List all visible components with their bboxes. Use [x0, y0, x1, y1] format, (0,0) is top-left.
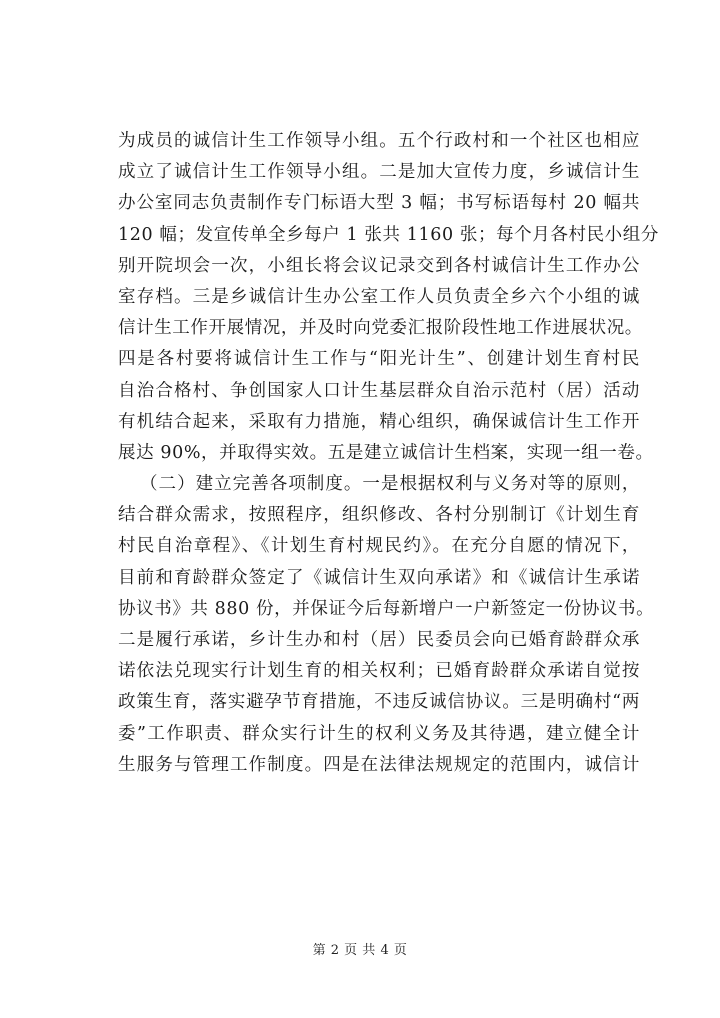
text-line: 展达 90%，并取得实效。五是建立诚信计生档案，实现一组一卷。 — [118, 442, 654, 463]
text-line: 室存档。三是乡诚信计生办公室工作人员负责全乡六个小组的诚 — [118, 286, 640, 307]
text-line: 有机结合起来，采取有力措施，精心组织，确保诚信计生工作开 — [118, 411, 640, 432]
text-line: 诺依法兑现实行计划生育的相关权利；已婚育龄群众承诺自觉按 — [118, 661, 640, 682]
text-line: 村民自治章程》、《计划生育村规民约》。在充分自愿的情况下， — [118, 536, 640, 557]
text-line: 政策生育，落实避孕节育措施，不违反诚信协议。三是明确村“两 — [118, 692, 640, 713]
text-line: 办公室同志负责制作专门标语大型 3 幅；书写标语每村 20 幅共 — [118, 193, 640, 214]
text-line: 生服务与管理工作制度。四是在法律法规规定的范围内，诚信计 — [118, 754, 640, 775]
text-line: 协议书》共 880 份，并保证今后每新增户一户新签定一份协议书。 — [118, 598, 655, 619]
text-line: 四是各村要将诚信计生工作与“阳光计生”、创建计划生育村民 — [118, 349, 640, 370]
text-line: 成立了诚信计生工作领导小组。二是加大宣传力度，乡诚信计生 — [118, 162, 640, 183]
text-line: 目前和育龄群众签定了《诚信计生双向承诺》和《诚信计生承诺 — [118, 567, 640, 588]
text-line: 信计生工作开展情况，并及时向党委汇报阶段性地工作进展状况。 — [118, 318, 643, 339]
page-number-footer: 第 2 页 共 4 页 — [312, 943, 408, 958]
text-line: 二是履行承诺，乡计生办和村（居）民委员会向已婚育龄群众承 — [118, 630, 640, 650]
text-line: 为成员的诚信计生工作领导小组。五个行政村和一个社区也相应 — [118, 131, 640, 151]
paragraph-heading-line: （二）建立完善各项制度。一是根据权利与义务对等的原则， — [140, 474, 640, 495]
text-line: 别开院坝会一次，小组长将会议记录交到各村诚信计生工作办公 — [118, 255, 640, 276]
text-line: 结合群众需求，按照程序，组织修改、各村分别制订《计划生育 — [118, 505, 640, 526]
text-line: 自治合格村、争创国家人口计生基层群众自治示范村（居）活动 — [118, 380, 640, 401]
text-line: 委”工作职责、群众实行计生的权利义务及其待遇，建立健全计 — [118, 723, 640, 744]
text-line: 120 幅；发宣传单全乡每户 1 张共 1160 张；每个月各村民小组分 — [118, 224, 659, 245]
body-text — [118, 126, 659, 781]
